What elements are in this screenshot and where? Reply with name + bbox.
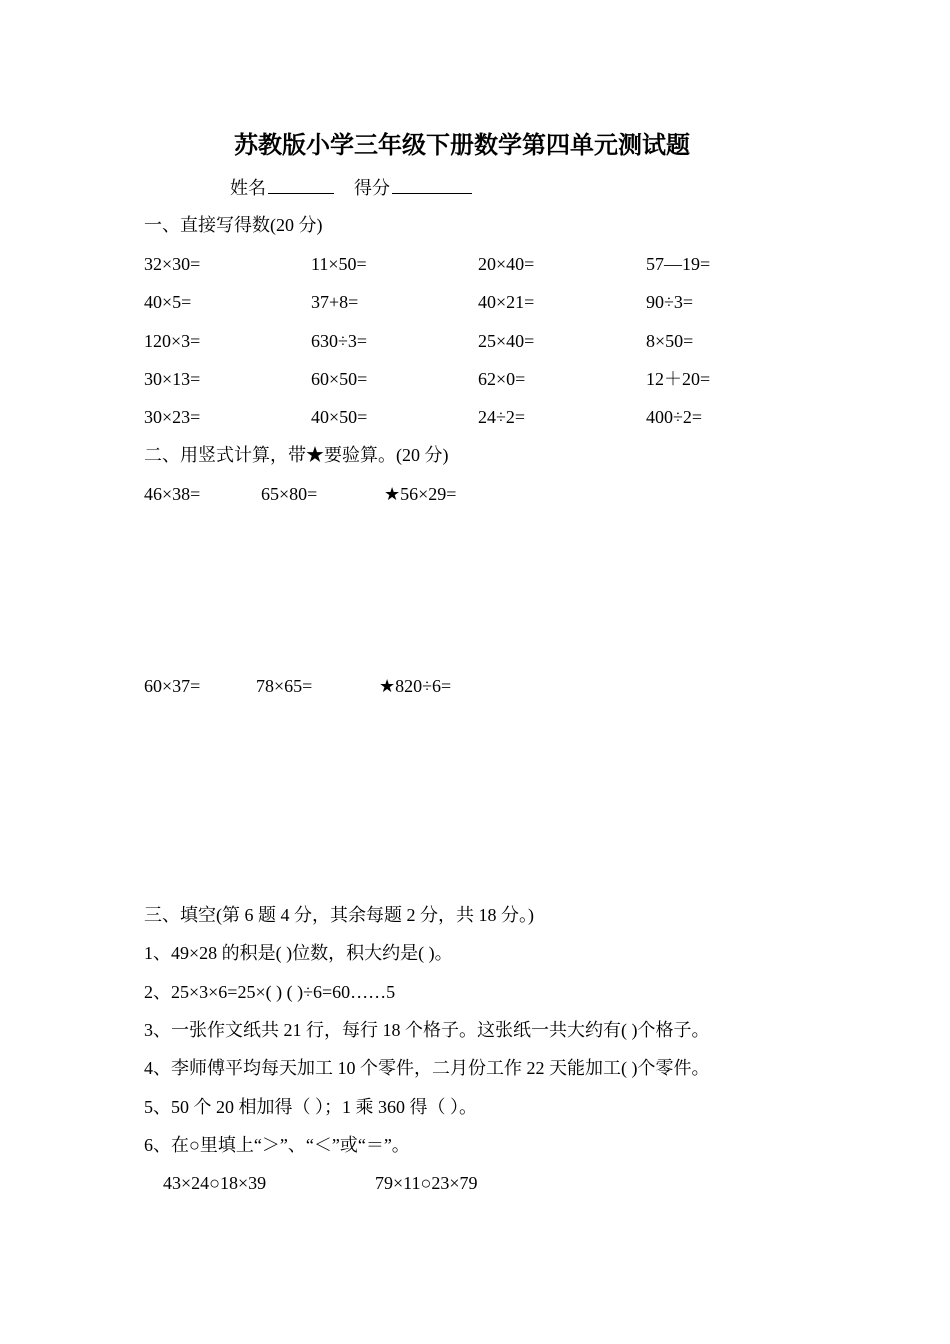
fill-item: 5、50 个 20 相加得（ ）；1 乘 360 得（ ）。 bbox=[144, 1097, 477, 1117]
vertical-problem: 46×38= bbox=[144, 484, 201, 504]
fill-item: 6、在○里填上“＞”、“＜”或“＝”。 bbox=[144, 1135, 410, 1155]
problem: 30×23= bbox=[144, 407, 201, 427]
problem: 90÷3= bbox=[646, 292, 694, 312]
problem: 30×13= bbox=[144, 369, 201, 389]
problem: 8×50= bbox=[646, 331, 694, 351]
compare-problem: 79×11○23×79 bbox=[375, 1173, 478, 1193]
score-label: 得分 bbox=[354, 178, 390, 198]
vertical-problem-verify: ★820÷6= bbox=[379, 676, 452, 696]
vertical-problem-verify: ★56×29= bbox=[384, 484, 457, 504]
problem: 630÷3= bbox=[311, 331, 368, 351]
problem: 20×40= bbox=[478, 254, 535, 274]
problem: 37+8= bbox=[311, 292, 359, 312]
problem: 11×50= bbox=[311, 254, 367, 274]
problem: 60×50= bbox=[311, 369, 368, 389]
problem: 40×21= bbox=[478, 292, 535, 312]
name-label: 姓名 bbox=[230, 178, 266, 198]
vertical-problem: 65×80= bbox=[261, 484, 318, 504]
problem: 24÷2= bbox=[478, 407, 526, 427]
problem: 40×50= bbox=[311, 407, 368, 427]
problem: 62×0= bbox=[478, 369, 526, 389]
fill-item: 3、一张作文纸共 21 行，每行 18 个格子。这张纸一共大约有( )个格子。 bbox=[144, 1020, 710, 1040]
fill-item: 2、25×3×6=25×( ) ( )÷6=60……5 bbox=[144, 982, 396, 1002]
name-blank[interactable] bbox=[268, 175, 334, 194]
student-info bbox=[230, 175, 472, 199]
vertical-problem: 78×65= bbox=[256, 676, 313, 696]
problem: 25×40= bbox=[478, 331, 535, 351]
section2-heading: 二、用竖式计算，带★要验算。(20 分) bbox=[144, 445, 449, 465]
problem: 12＋20= bbox=[646, 369, 711, 389]
section1-heading: 一、直接写得数(20 分) bbox=[144, 215, 323, 235]
fill-item: 4、李师傅平均每天加工 10 个零件，二月份工作 22 天能加工( )个零件。 bbox=[144, 1058, 710, 1078]
problem: 120×3= bbox=[144, 331, 201, 351]
section3-heading: 三、填空(第 6 题 4 分，其余每题 2 分，共 18 分。) bbox=[144, 905, 534, 925]
fill-item: 1、49×28 的积是( )位数，积大约是( )。 bbox=[144, 943, 453, 963]
problem: 57—19= bbox=[646, 254, 711, 274]
vertical-problem: 60×37= bbox=[144, 676, 201, 696]
problem: 40×5= bbox=[144, 292, 192, 312]
problem: 32×30= bbox=[144, 254, 201, 274]
score-blank[interactable] bbox=[392, 175, 472, 194]
compare-problem: 43×24○18×39 bbox=[163, 1173, 267, 1193]
page-title: 苏教版小学三年级下册数学第四单元测试题 bbox=[234, 133, 690, 159]
problem: 400÷2= bbox=[646, 407, 703, 427]
